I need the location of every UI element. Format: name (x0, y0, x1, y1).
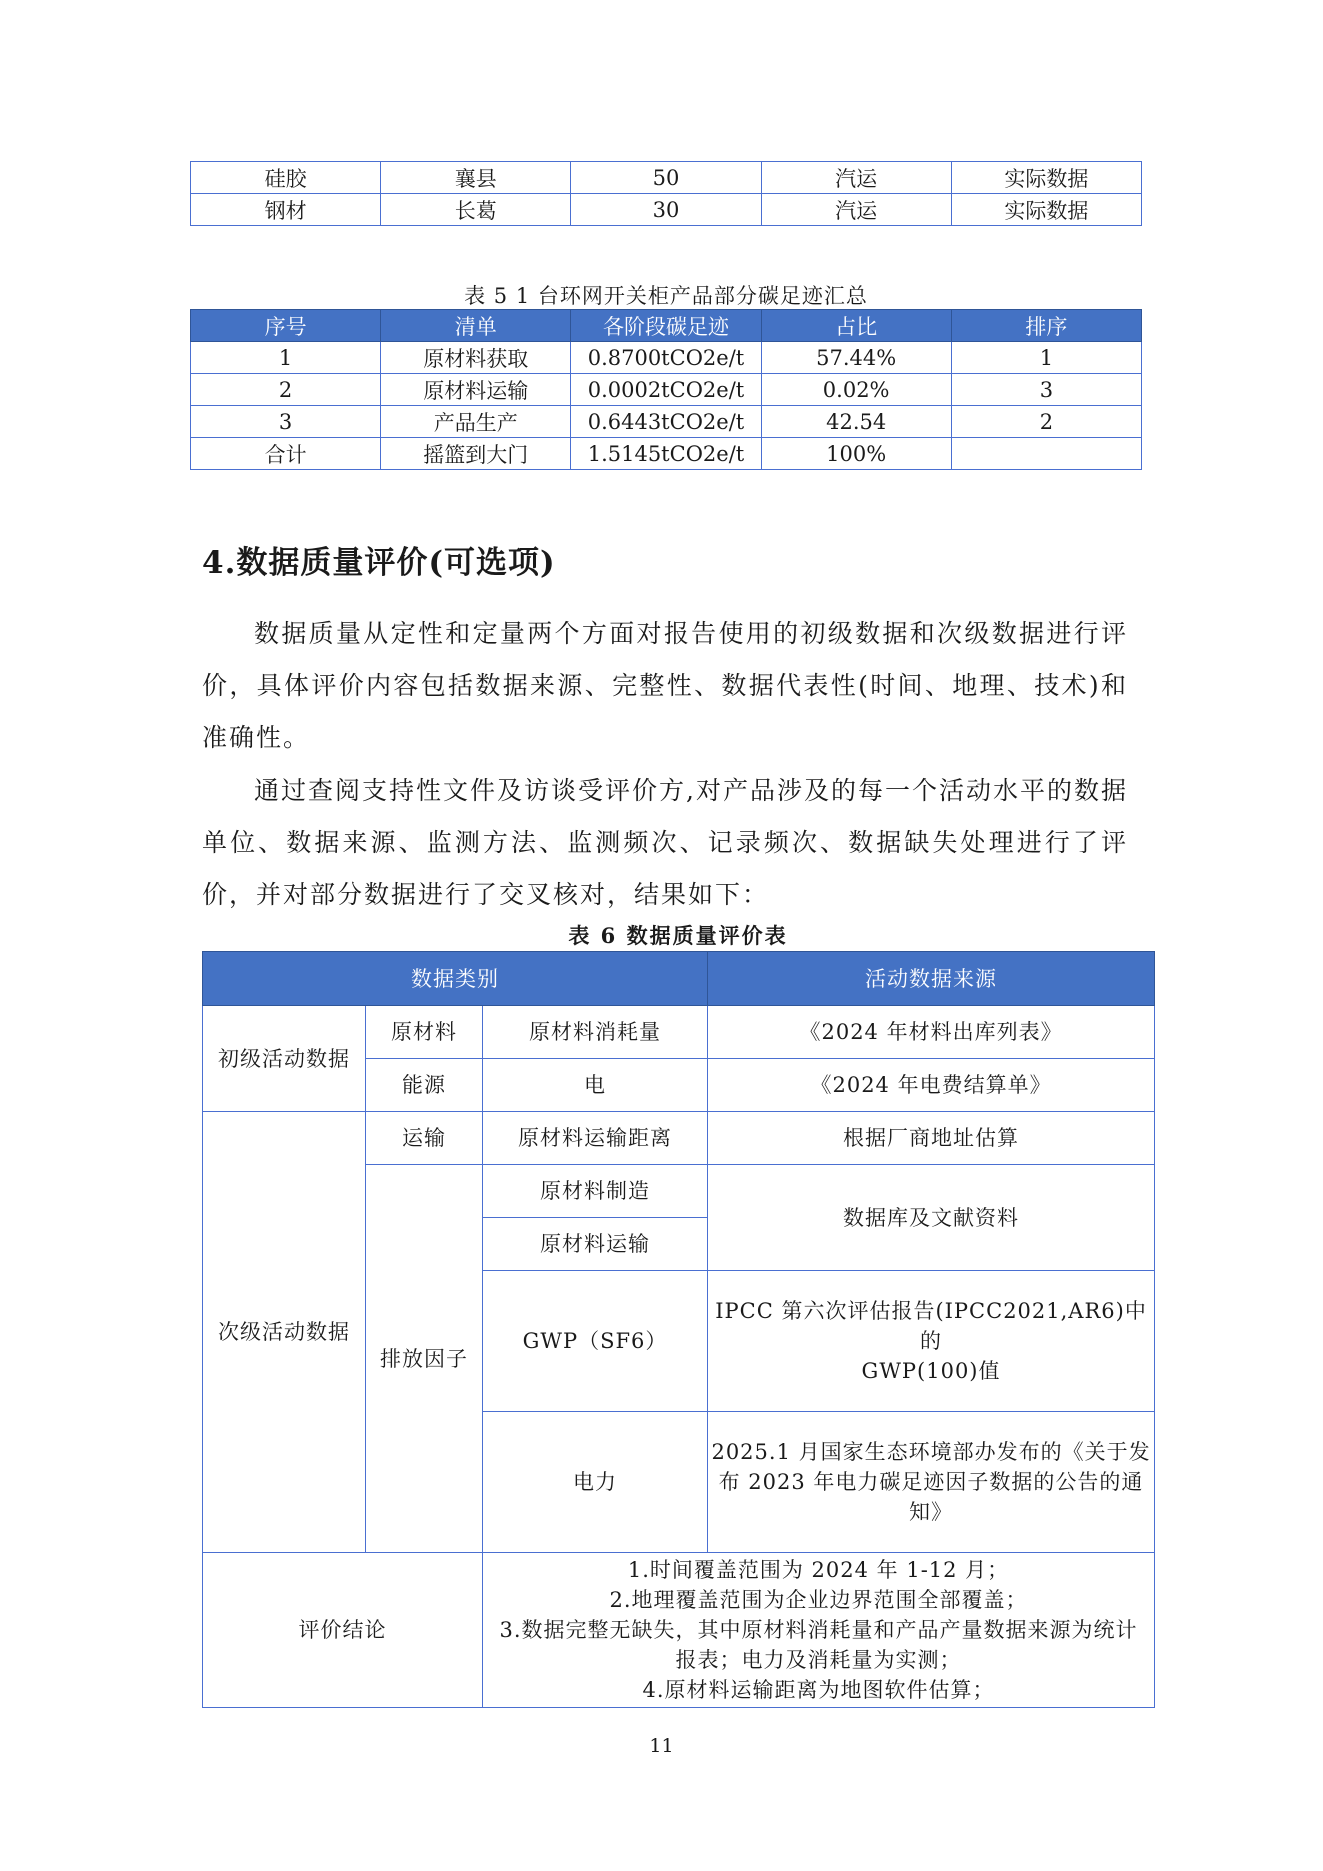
gwp-source-line: IPCC 第六次评估报告(IPCC2021,AR6)中的 (715, 1299, 1147, 1353)
table-cell: 汽运 (761, 162, 951, 194)
table-cell: 50 (571, 162, 761, 194)
column-header: 数据类别 (203, 952, 708, 1006)
table-cell: 原材料获取 (381, 342, 571, 374)
power-source-line: 知》 (909, 1500, 954, 1524)
table-cell (708, 1412, 1155, 1553)
table-cell: 电 (483, 1059, 708, 1112)
table-cell: 2 (951, 406, 1141, 438)
body-paragraph: 数据质量从定性和定量两个方面对报告使用的初级数据和次级数据进行评价，具体评价内容包括数据来源、完整性、数据代表性(时间、地理、技术)和准确性。 (202, 619, 1128, 752)
subcategory-cell: 排放因子 (366, 1165, 483, 1553)
conclusion-line: 报表；电力及消耗量为实测； (675, 1648, 962, 1672)
column-header: 占比 (761, 310, 951, 342)
table-row (191, 194, 1142, 226)
table-cell: 《2024 年电费结算单》 (708, 1059, 1155, 1112)
table-cell: 原材料 (366, 1006, 483, 1059)
table-cell: 0.8700tCO2e/t (571, 342, 761, 374)
table-row (191, 374, 1142, 406)
table-cell: 根据厂商地址估算 (708, 1112, 1155, 1165)
section-heading: 4.数据质量评价(可选项) (202, 545, 556, 581)
gwp-source-line: GWP(100)值 (861, 1359, 1001, 1383)
table-cell: 3 (951, 374, 1141, 406)
conclusion-line: 1.时间覆盖范围为 2024 年 1-12 月； (627, 1558, 1010, 1582)
power-source-line: 布 2023 年电力碳足迹因子数据的公告的通 (718, 1470, 1144, 1494)
table-cell: 原材料消耗量 (483, 1006, 708, 1059)
carbon-footprint-summary-table (190, 309, 1142, 470)
table5-caption: 表 5 1 台环网开关柜产品部分碳足迹汇总 (464, 284, 868, 308)
table-row (191, 406, 1142, 438)
table-row (203, 1006, 1155, 1059)
table-cell: 1 (951, 342, 1141, 374)
body-paragraph: 通过查阅支持性文件及访谈受评价方,对产品涉及的每一个活动水平的数据单位、数据来源、监测方法、监测频次、记录频次、数据缺失处理进行了评价，并对部分数据进行了交叉核对，结果如下： (202, 776, 1128, 909)
table-cell: 产品生产 (381, 406, 571, 438)
table-cell: 原材料制造 (483, 1165, 708, 1218)
table-cell (708, 1271, 1155, 1412)
table-cell: 襄县 (381, 162, 571, 194)
table-cell: 100% (761, 438, 951, 470)
data-quality-table (202, 951, 1155, 1708)
column-header: 排序 (951, 310, 1141, 342)
table-row-total (191, 438, 1142, 470)
table-cell: 数据库及文献资料 (708, 1165, 1155, 1271)
conclusion-cell (483, 1553, 1155, 1708)
column-header: 序号 (191, 310, 381, 342)
table-cell: 摇篮到大门 (381, 438, 571, 470)
table-cell: 《2024 年材料出库列表》 (708, 1006, 1155, 1059)
table-cell: 1.5145tCO2e/t (571, 438, 761, 470)
conclusion-line: 2.地理覆盖范围为企业边界范围全部覆盖； (609, 1588, 1028, 1612)
column-header: 各阶段碳足迹 (571, 310, 761, 342)
table-cell: 长葛 (381, 194, 571, 226)
table-header-row (191, 310, 1142, 342)
category-cell: 次级活动数据 (203, 1112, 366, 1553)
table-cell: 0.0002tCO2e/t (571, 374, 761, 406)
table-header-row (203, 952, 1155, 1006)
conclusion-line: 4.原材料运输距离为地图软件估算； (642, 1678, 995, 1702)
table-cell: 30 (571, 194, 761, 226)
category-cell: 评价结论 (203, 1553, 483, 1708)
table-cell: 0.6443tCO2e/t (571, 406, 761, 438)
table-cell: 电力 (483, 1412, 708, 1553)
power-source-line: 2025.1 月国家生态环境部办发布的《关于发 (711, 1440, 1151, 1464)
conclusion-line: 3.数据完整无缺失，其中原材料消耗量和产品产量数据来源为统计 (499, 1618, 1138, 1642)
page-number: 11 (649, 1735, 674, 1757)
table-cell: 1 (191, 342, 381, 374)
table-cell: 原材料运输 (381, 374, 571, 406)
table-cell: 57.44% (761, 342, 951, 374)
table-cell: 合计 (191, 438, 381, 470)
table-cell (951, 438, 1141, 470)
table-row-conclusion (203, 1553, 1155, 1708)
table-cell: GWP（SF6） (483, 1271, 708, 1412)
table-cell: 钢材 (191, 194, 381, 226)
table-cell: 硅胶 (191, 162, 381, 194)
materials-transport-table (190, 161, 1142, 226)
table-row (203, 1112, 1155, 1165)
table-cell: 实际数据 (951, 162, 1141, 194)
table-cell: 能源 (366, 1059, 483, 1112)
category-cell: 初级活动数据 (203, 1006, 366, 1112)
table-cell: 2 (191, 374, 381, 406)
table-cell: 汽运 (761, 194, 951, 226)
table-row (191, 162, 1142, 194)
table-cell: 原材料运输距离 (483, 1112, 708, 1165)
table-cell: 3 (191, 406, 381, 438)
column-header: 活动数据来源 (708, 952, 1155, 1006)
table-cell: 实际数据 (951, 194, 1141, 226)
table6-caption: 表 6 数据质量评价表 (568, 923, 788, 948)
table-cell: 运输 (366, 1112, 483, 1165)
table-cell: 42.54 (761, 406, 951, 438)
column-header: 清单 (381, 310, 571, 342)
table-cell: 原材料运输 (483, 1218, 708, 1271)
table-row (191, 342, 1142, 374)
table-cell: 0.02% (761, 374, 951, 406)
